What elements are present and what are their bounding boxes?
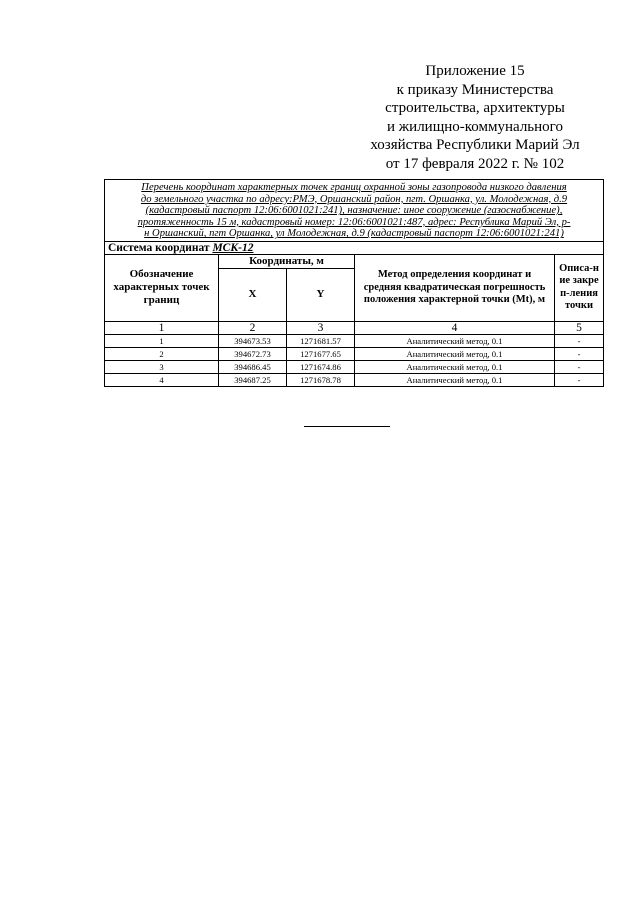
- appendix-header: [340, 62, 610, 173]
- cell-method: Аналитический метод, 0.1: [355, 347, 555, 360]
- header-line: и жилищно-коммунального: [387, 118, 563, 135]
- table-row: [105, 347, 604, 360]
- cell-x: 394686.45: [219, 360, 287, 373]
- coordinates-table: [104, 179, 604, 387]
- header-line: от 17 февраля 2022 г. № 102: [385, 155, 565, 172]
- cell-y: 1271681.57: [287, 334, 355, 347]
- header-line: Приложение 15: [425, 63, 525, 79]
- cell-x: 394672.73: [219, 347, 287, 360]
- header-line: к приказу Министерства: [396, 81, 554, 98]
- column-number: 4: [355, 321, 555, 334]
- cell-y: 1271678.78: [287, 373, 355, 386]
- title-line: н Оршанский, пгт Оршанка, ул Молодежная, д.9 (кадастровый паспорт 12:06:6001021:241): [144, 228, 564, 240]
- coordinate-system-row: [105, 241, 604, 254]
- column-number: 3: [287, 321, 355, 334]
- title-line: до земельного участка по адресу:РМЭ, Оршанский район, пгт. Оршанка, ул. Молодежная, д.9: [140, 193, 568, 205]
- column-number-row: [105, 321, 604, 334]
- cell-y: 1271674.86: [287, 360, 355, 373]
- cell-description: -: [555, 373, 604, 386]
- cell-y: 1271677.65: [287, 347, 355, 360]
- header-coordinates: Координаты, м: [219, 254, 355, 268]
- title-line: протяженность 15 м, кадастровый номер: 12:06:6001021:487, адрес: Республика Марий Эл, р-: [137, 216, 571, 228]
- coordinate-system-label: Система координат: [108, 241, 210, 254]
- table-title: [105, 180, 604, 242]
- column-number: 2: [219, 321, 287, 334]
- column-number: 5: [555, 321, 604, 334]
- header-x: X: [219, 268, 287, 321]
- cell-method: Аналитический метод, 0.1: [355, 360, 555, 373]
- cell-x: 394687.25: [219, 373, 287, 386]
- title-line: Перечень координат характерных точек границ охранной зоны газопровода низкого давления: [141, 182, 567, 193]
- header-point: Обозначение характерных точек границ: [105, 254, 219, 321]
- cell-description: -: [555, 347, 604, 360]
- cell-method: Аналитический метод, 0.1: [355, 373, 555, 386]
- coordinate-system-value: МСК-12: [212, 241, 254, 254]
- coordinate-system: [105, 241, 604, 254]
- table-row: [105, 334, 604, 347]
- cell-point: 4: [105, 373, 219, 386]
- table-row: [105, 360, 604, 373]
- header-line: хозяйства Республики Марий Эл: [370, 137, 580, 153]
- header-line: строительства, архитектуры: [385, 100, 565, 116]
- cell-description: -: [555, 334, 604, 347]
- header-description: Описа-ние закреп-ления точки: [555, 254, 604, 321]
- table-title-row: [105, 180, 604, 242]
- cell-method: Аналитический метод, 0.1: [355, 334, 555, 347]
- cell-point: 2: [105, 347, 219, 360]
- cell-x: 394673.53: [219, 334, 287, 347]
- cell-description: -: [555, 360, 604, 373]
- table-row: [105, 373, 604, 386]
- cell-point: 3: [105, 360, 219, 373]
- column-number: 1: [105, 321, 219, 334]
- header-y: Y: [287, 268, 355, 321]
- end-divider: [304, 426, 390, 427]
- header-row: [105, 254, 604, 268]
- cell-point: 1: [105, 334, 219, 347]
- header-method: Метод определения координат и средняя квадратическая погрешность положения характерной точки (Mt), м: [355, 254, 555, 321]
- title-line: (кадастровый паспорт 12:06:6001021:241), назначение: иное сооружение (газоснабжение),: [145, 205, 563, 217]
